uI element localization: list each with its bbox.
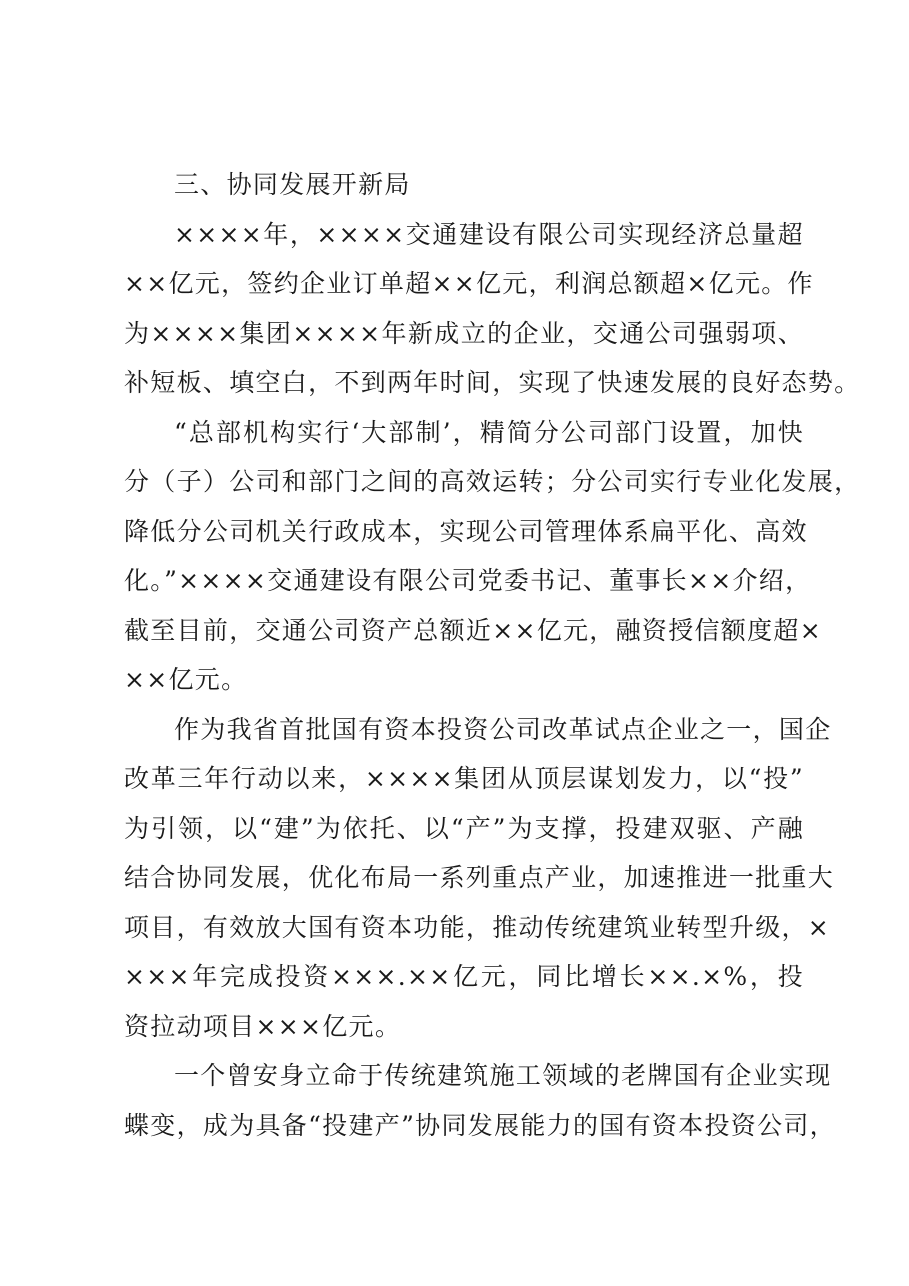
paragraph-1-line-3: 为××××集团××××年新成立的企业，交通公司强弱项、 [124,318,804,348]
paragraph-3-line-3: 为引领，以“建”为依托、以“产”为支撑，投建双驱、产融 [124,813,804,843]
paragraph-1-line-4: 补短板、填空白，不到两年时间，实现了快速发展的良好态势。 [124,368,861,397]
paragraph-3-line-6: ×××年完成投资×××.××亿元，同比增长××.×%，投 [124,962,804,991]
paragraph-2-line-5: 截至目前，交通公司资产总额近××亿元，融资授信额度超× [124,615,822,645]
paragraph-4-line-2: 蝶变，成为具备“投建产”协同发展能力的国有资本投资公司， [124,1110,836,1140]
paragraph-3-line-4: 结合协同发展，优化布局一系列重点产业，加速推进一批重大 [124,863,835,892]
document-body [124,160,861,1150]
paragraph-1-line-2: ××亿元，签约企业订单超××亿元，利润总额超×亿元。作 [124,269,814,298]
paragraph-3-line-7: 资拉动项目×××亿元。 [124,1011,402,1041]
paragraph-2-line-4: 化。”××××交通建设有限公司党委书记、董事长××介绍， [124,566,812,595]
paragraph-3-line-2: 改革三年行动以来，××××集团从顶层谋划发力，以“投” [124,764,804,793]
paragraph-1-line-1: ××××年，××××交通建设有限公司实现经济总量超 [174,219,804,249]
paragraph-2-line-6: ××亿元。 [124,665,248,694]
paragraph-2-line-2: 分（子）公司和部门之间的高效运转；分公司实行专业化发展， [124,467,861,496]
section-heading: 三、协同发展开新局 [174,170,411,199]
paragraph-3-line-5: 项目，有效放大国有资本功能，推动传统建筑业转型升级，× [124,912,831,942]
paragraph-4-line-1: 一个曾安身立命于传统建筑施工领域的老牌国有企业实现 [174,1061,832,1090]
paragraph-2-line-3: 降低分公司机关行政成本，实现公司管理体系扁平化、高效 [124,516,808,546]
paragraph-2-line-1: “总部机构实行‘大部制’，精简分公司部门设置，加快 [174,417,804,447]
paragraph-3-line-1: 作为我省首批国有资本投资公司改革试点企业之一，国企 [174,714,832,744]
